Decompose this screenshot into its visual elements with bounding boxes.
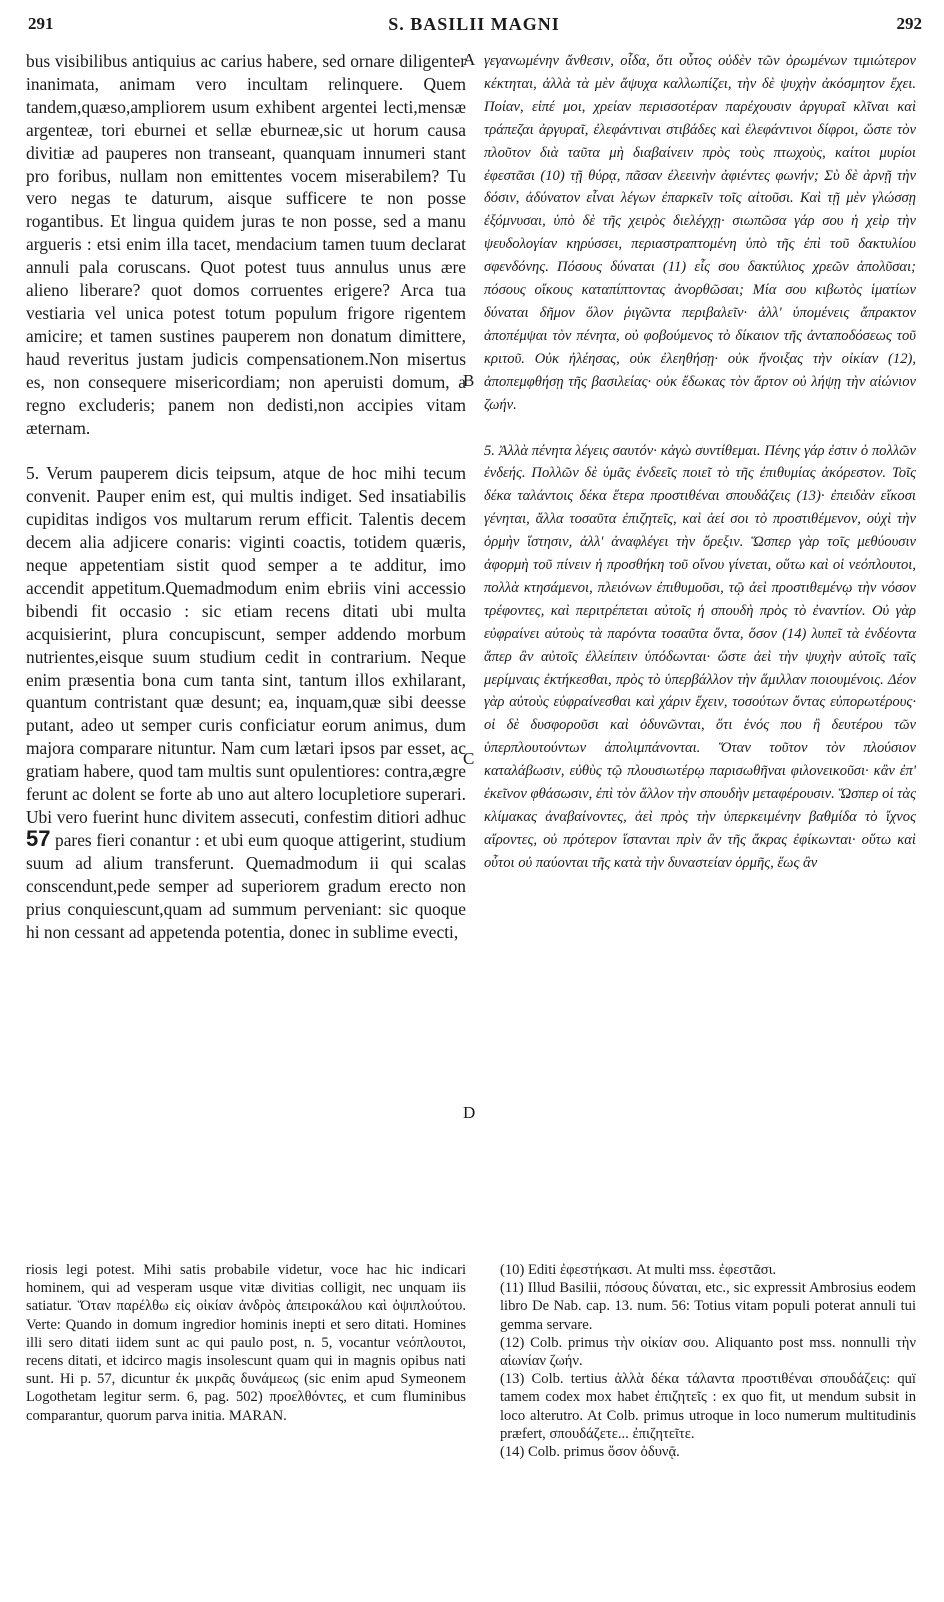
footnote-12: (12) Colb. primus τὴν οἰκίαν σου. Aliquanto post mss. nonnulli τὴν αἰωνίαν ζωήν. (500, 1334, 916, 1370)
greek-paragraph-1: γεγανωμένην ἄνθεσιν, οἶδα, ὅτι οὗτος οὐδὲν τῶν ὁρωμένων τιμιώτερον κέκτηται, ἀλλὰ τὰ μὲν ἄψυχα καλλωπίζει, τὴν δὲ ψυχὴν ἀκόσμητον ἔχει. Ποίαν, εἰπέ μοι, χρείαν περισσοτέραν παρέχουσιν ἀργυραῖ κλῖναι καὶ τράπεζαι ἀργυραῖ, ἐλεφάντιναι στιβάδες καὶ ἐλεφάντινοι δίφροι, ὥστε τὸν πλοῦτον διὰ ταῦτα μὴ διαβαίνειν πρὸς τοὺς πτωχοὺς, καίτοι μυρίοι ἐφεστᾶσι (10) τῇ θύρᾳ, πᾶσαν ἐλεεινὴν ἀφιέντες φωνήν; Σὺ δὲ ἀρνῇ τὴν δόσιν, ἀδύνατον εἶναι λέγων ἐπαρκεῖν τοῖς αἰτοῦσι. Καὶ τῇ μὲν γλώσσῃ ἐξόμνυσαι, ὑπὸ δὲ τῆς χειρὸς διελέγχῃ· σιωπῶσα γάρ σου ἡ χεὶρ τὴν ψευδολογίαν κηρύσσει, περιαστραπτομένη ὑπὸ τῆς ἐπὶ τοῦ δακτυλίου σφενδόνης. Πόσους δύναται (11) εἷς σου δακτύλιος χρεῶν ἀπολῦσαι; πόσους οἴκους καταπίπτοντας ἀνορθῶσαι; Μία σου κιβωτὸς ἱματίων δύναται δῆμον ὅλον ῥιγῶντα περιβαλεῖν· ἀλλ' ὑπομένεις ἄπρακτον ἀποπέμψαι τὸν πένητα, οὐ φοβούμενος τὸ δίκαιον τῆς ἀνταποδόσεως τοῦ κριτοῦ. Οὐκ ἠλέησας, οὐκ ἐλεηθήσῃ· οὐκ ἤνοιξας τὴν οἰκίαν (12), ἀποπεμφθήσῃ τῆς βασιλείας· οὐκ ἔδωκας τὸν ἄρτον οὐ λήψῃ τὴν αἰώνιον ζωήν. (484, 53, 916, 413)
margin-marker-c: C (463, 749, 475, 768)
footnotes-left (26, 1261, 466, 1425)
left-page-number: 291 (28, 14, 54, 33)
footnote-left-text: riosis legi potest. Mihi satis probabile videtur, voce hac hic indicari hominem, qui ad vesperam usque vitæ divitias colligit, nec unquam iis satiatur. Ὅταν παρέλθω εἰς οἰκίαν ἀνδρὸς ἀπειροκάλου καὶ ὀψιπλούτου. Verte: Quando in domum ingredior hominis inepti et sero ditati. Homines illi sero ditati iidem sunt ac qui paulo post, n. 5, vocantur νεόπλουτοι, recens ditati, et idcirco magis insolescunt quam qui in magnis opibus nati sunt. Hi p. 57, dicuntur ἐκ μικρᾶς δυνάμεως (sic enim apud Symeonem Logothetam legitur serm. 6, pag. 502) προελθόντες, et cum fluminibus comparantur, quorum parva initia. MARAN. (26, 1262, 466, 1424)
latin-paragraph-2-text: 5. Verum pauperem dicis teipsum, atque de hoc mihi tecum convenit. Pauper enim est, qui multis indiget. Sed insatiabilis cupiditas indigos vos multarum rerum efficit. Talentis decem decem alia adjicere conaris: viginti coactis, totidem quæris, neque appetentiam sistit quod semper a te additur, imo accendit appetitum.Quemadmodum enim ebriis vini accessio bibendi fit occasio : sic etiam recens ditati ubi multa acquisierint, plura concupiscunt, semper addendo morbum nutrientes,eisque suum studium cedit in contrarium. Neque enim præsentia bona cum tanta sint, tantum illos exhilarant, quantum contristant quæ desunt; ea, inquam,quæ sibi deesse putant, adeo ut semper curis conficiatur eorum animus, dum majora comparare nituntur. Nam cum lætari ipsos par esset, ac gratiam habere, quod tam multis sunt opulentiores: contra,ægre ferunt ac dolent se forte ab uno aut altero locupletiore superari. Ubi vero fuerint hunc divitem assecuti, confestim ditiori adhuc (26, 463, 466, 827)
greek-column (484, 50, 916, 875)
column-number-marker: 57 (26, 825, 51, 851)
latin-paragraph-2-end: pares fieri conantur : et ubi eum quoque attigerint, studium suum ad alium transferunt. Quemadmodum ii qui scalas conscendunt,pede semper ad superiorem gradum erecto non prius conquiescunt,quam ad summum perveniant: sic quoque hi non cessant ad appetenda potentia, donec in sublime evecti, (26, 829, 466, 942)
margin-marker-d: D (463, 1103, 476, 1122)
page-header (22, 10, 926, 40)
footnotes-right (500, 1261, 916, 1461)
margin-marker-b: B (463, 371, 475, 390)
footnote-10: (10) Editi ἐφεστήκασι. At multi mss. ἐφεστᾶσι. (500, 1262, 777, 1278)
footnote-13: (13) Colb. tertius ἀλλὰ δέκα τάλαντα προστιθέναι σπουδάζεις: quï tamem codex mox habet ἐπιζητεῖς : ex quo fit, ut mendum subsit in loco alterutro. At Colb. primus utroque in loco numerum multitudinis præfert, σπουδάζετε... ἐπιζητεῖτε. (500, 1371, 916, 1442)
margin-marker-a: A (463, 50, 476, 69)
right-page-number: 292 (896, 14, 922, 33)
footnote-14: (14) Colb. primus ὅσον ὀδυνᾷ. (500, 1444, 680, 1461)
footnote-11: (11) Illud Basilii, πόσους δύναται, etc., sic expressit Ambrosius eodem libro De Nab. cap. 13. num. 56: Totius vitam populi poterat annuli tui gemma servare. (500, 1280, 916, 1333)
latin-paragraph-2 (26, 462, 466, 943)
running-head: S. BASILII MAGNI (388, 14, 560, 34)
greek-paragraph-2: 5. Ἀλλὰ πένητα λέγεις σαυτόν· κἀγὼ συντίθεμαι. Πένης γάρ ἐστιν ὁ πολλῶν ἐνδεής. Πολλῶν δὲ ὑμᾶς ἐνδεεῖς ποιεῖ τὸ τῆς ἐπιθυμίας ἀκόρεστον. Τοῖς δέκα ταλάντοις δέκα ἕτερα προστιθέναι σπουδάζεις (13)· ἐπειδὰν εἴκοσι γένηται, ἄλλα τοσαῦτα ἐπιζητεῖς, καὶ ἀεί σοι τὸ προστιθέμενον, οὐχὶ τὴν ὁρμὴν ἵστησιν, ἀλλ' ἀναφλέγει τὴν ὄρεξιν. Ὥσπερ γὰρ τοῖς μεθύουσιν ἀφορμὴ τοῦ πίνειν ἡ προσθήκη τοῦ οἴνου γίνεται, οὕτω καὶ οἱ νεόπλουτοι, πολλὰ κτησάμενοι, πλειόνων ἐπιθυμοῦσι, τῷ ἀεὶ προστιθεμένῳ τὴν νόσον τρέφοντες, καὶ περιτρέπεται αὐτοῖς ἡ σπουδὴ πρὸς τὸ ἐναντίον. Οὐ γὰρ εὐφραίνει αὐτοὺς τὰ παρόντα τοσαῦτα ὄντα, ὅσον (14) λυπεῖ τὰ ἐνδέοντα ἅπερ ἂν αὐτοῖς ἐλλείπειν ὑπόδωνται· ὥστε ἀεὶ τὴν ψυχὴν αὐτοῖς ταῖς μερίμναις ἐκτήκεσθαι, πρὸς τὸ ὑπερβάλλον τὴν ἅμιλλαν ποιουμένοις. Δέον γὰρ αὐτοὺς εὐφραίνεσθαι καὶ χάριν ἔχειν, τοσούτων ὄντας εὐπορωτέρους· οἱ δὲ δυσφοροῦσι καὶ ὀδυνῶνται, ὅτι ἑνός που ἢ δευτέρου τῶν ὑπερπλουτούντων ἀπολιμπάνονται. Ὅταν τοῦτον τὸν πλούσιον καταλάβωσιν, εὐθὺς τῷ πλουσιωτέρῳ παρισωθῆναι φιλονεικοῦσι· κἂν ἐπ' ἐκεῖνον φθάσωσιν, ἐπὶ τὸν ἄλλον τὴν σπουδὴν μεταφέρουσιν. Ὥσπερ οἱ τὰς κλίμακας ἀναβαίνοντες, ἀεὶ πρὸς τὴν ὑπερκειμένην βαθμίδα τὸ ἴχνος αἴροντες, οὐ πρότερον ἵστανται πρὶν ἂν τῆς ἄκρας ἐφίκωνται· οὕτω καὶ οὗτοι οὐ παύονται τῆς κατὰ τὴν δυναστείαν ὁρμῆς, ἕως ἂν (484, 442, 916, 871)
latin-column (26, 50, 466, 943)
latin-paragraph-1: bus visibilibus antiquius ac carius habere, sed ornare diligenter inanimata, animam vero incultam relinquere. Quem tandem,quæso,ampliorem usum exhibent argentei lecti,mensæ argenteæ, tori eburnei et sellæ eburneæ,sic ut horum causa divitiæ ad pauperes non transeant, quanquam innumeri stant pro foribus, nullam non emittentes vocem miserabilem? Tu vero negas te daturum, aisque sufficere te non posse rogantibus. Et lingua quidem juras te non posse, sed a manu argueris : etsi enim illa tacet, mendacium tamen tuum declarat annuli pala coruscans. Quot potest tuus annulus unus ære alieno liberare? quot domos corruentes erigere? Arca tua vestiaria vel unica potest totum populum frigore rigentem amicire; et tamen sustines pauperem non donatum dimittere, haud reveritus justam judicis compensationem.Non misertus es, non consequere misericordiam; non aperuisti domum, a regno excluderis; panem non dedisti,non accipies vitam æternam. (26, 51, 466, 438)
